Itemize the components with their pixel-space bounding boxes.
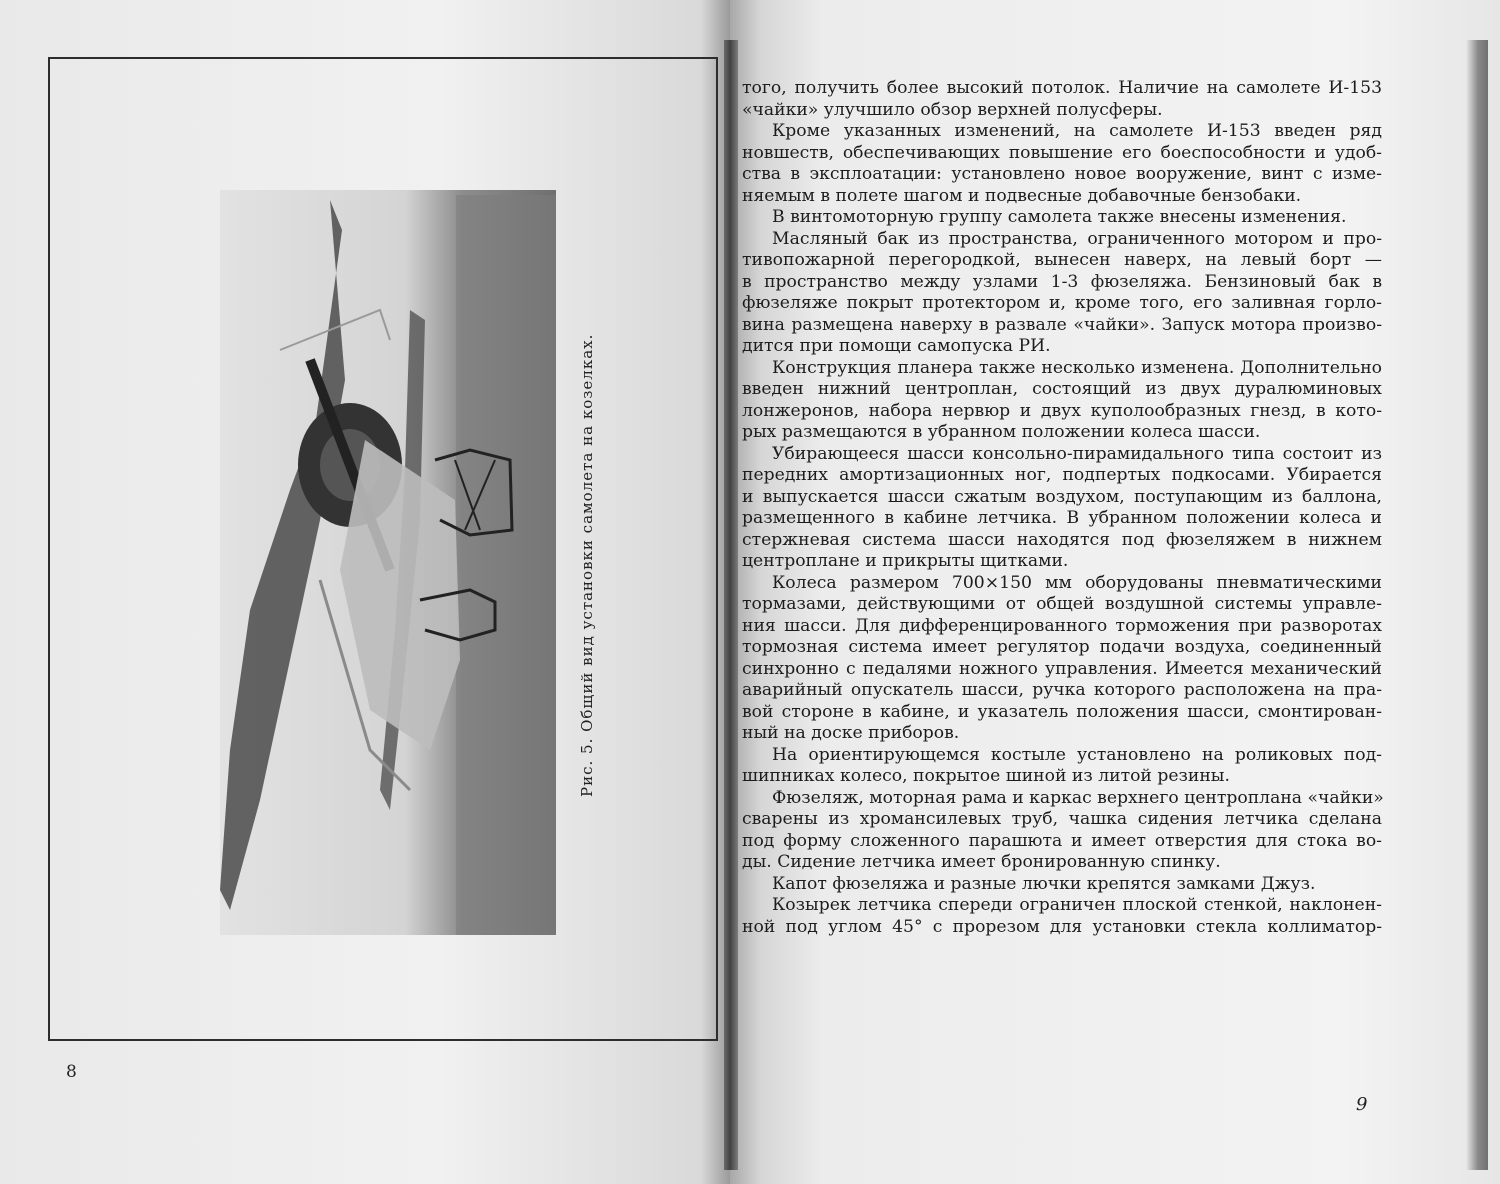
text-line: Конструкция планера также несколько изменена. Дополнительно xyxy=(772,357,1382,378)
text-line: того, получить более высокий потолок. Наличие на самолете И-153 xyxy=(742,78,1382,98)
text-line: рых размещаются в убранном положении колеса шасси. xyxy=(742,422,1261,442)
text-line: тормазами, действующими от общей воздушной системы управле- xyxy=(742,594,1382,614)
book-gutter xyxy=(724,40,738,1170)
text-line: новшеств, обеспечивающих повышение его боеспособности и удоб- xyxy=(742,142,1382,163)
text-line: ной под углом 45° с прорезом для установки стекла коллиматор- xyxy=(742,916,1382,937)
text-line: ства в эксплоатации: установлено новое вооружение, винт с изме- xyxy=(742,164,1382,184)
aircraft-photo xyxy=(220,190,556,935)
text-line: размещенного в кабине летчика. В убранном положении колеса и xyxy=(742,508,1382,528)
text-line: тормозная система имеет регулятор подачи воздуха, соединенный xyxy=(742,637,1382,657)
text-line: аварийный опускатель шасси, ручка которого расположена на пра- xyxy=(742,680,1382,700)
text-line: Колеса размером 700×150 мм оборудованы пневматическими xyxy=(772,572,1382,593)
scan-edge-shadow xyxy=(1466,40,1488,1170)
text-line: центроплане и прикрыты щитками. xyxy=(742,551,1069,571)
text-line: Фюзеляж, моторная рама и каркас верхнего центроплана «чайки» xyxy=(772,787,1384,808)
text-line: дится при помощи самопуска РИ. xyxy=(742,336,1051,356)
text-line: Козырек летчика спереди ограничен плоской стенкой, наклонен- xyxy=(772,895,1382,915)
text-line: няемым в полете шагом и подвесные добавочные бензобаки. xyxy=(742,185,1302,206)
text-line: На ориентирующемся костыле установлено на роликовых под- xyxy=(772,744,1382,765)
right-page-number: 9 xyxy=(1356,1094,1368,1115)
text-line: В винтомоторную группу самолета также внесены изменения. xyxy=(772,207,1347,227)
text-line: передних амортизационных ног, подпертых подкосами. Убирается xyxy=(742,465,1382,485)
text-line: и выпускается шасси сжатым воздухом, поступающим из баллона, xyxy=(742,486,1382,507)
text-line: ния шасси. Для дифференцированного торможения при разворотах xyxy=(742,615,1382,636)
text-line: вой стороне в кабине, и указатель положения шасси, смонтирован- xyxy=(742,701,1382,722)
text-line: лонжеронов, набора нервюр и двух куполообразных гнезд, в кото- xyxy=(742,400,1382,421)
text-line: введен нижний центроплан, состоящий из двух дуралюминовых xyxy=(742,379,1382,399)
text-line: стержневая система шасси находятся под фюзеляжем в нижнем xyxy=(742,529,1382,550)
body-text xyxy=(742,78,1382,938)
text-line: ный на доске приборов. xyxy=(742,723,960,743)
figure-caption: Рис. 5. Общий вид установки самолета на козелках. xyxy=(578,333,596,797)
text-line: Капот фюзеляжа и разные лючки крепятся замками Джуз. xyxy=(772,873,1316,894)
text-line: ды. Сидение летчика имеет бронированную спинку. xyxy=(742,852,1221,872)
text-line: шипниках колесо, покрытое шиной из литой резины. xyxy=(742,766,1230,786)
text-line: под форму сложенного парашюта и имеет отверстия для стока во- xyxy=(742,830,1382,851)
text-line: Убирающееся шасси консольно-пирамидального типа состоит из xyxy=(772,443,1382,464)
text-line: тивопожарной перегородкой, вынесен наверх, на левый борт — xyxy=(742,250,1382,270)
left-page-number: 8 xyxy=(66,1062,77,1082)
text-line: сварены из хромансилевых труб, чашка сидения летчика сделана xyxy=(742,809,1382,829)
text-line: Масляный бак из пространства, ограниченного мотором и про- xyxy=(772,228,1382,249)
text-line: фюзеляже покрыт протектором и, кроме того, его заливная горло- xyxy=(742,293,1382,313)
text-line: «чайки» улучшило обзор верхней полусферы. xyxy=(742,99,1163,120)
text-line: в пространство между узлами 1-3 фюзеляжа. Бензиновый бак в xyxy=(742,271,1382,292)
text-line: Кроме указанных изменений, на самолете И-153 введен ряд xyxy=(772,121,1382,141)
text-line: вина размещена наверху в развале «чайки». Запуск мотора произво- xyxy=(742,314,1382,335)
text-line: синхронно с педалями ножного управления. Имеется механический xyxy=(742,658,1382,679)
